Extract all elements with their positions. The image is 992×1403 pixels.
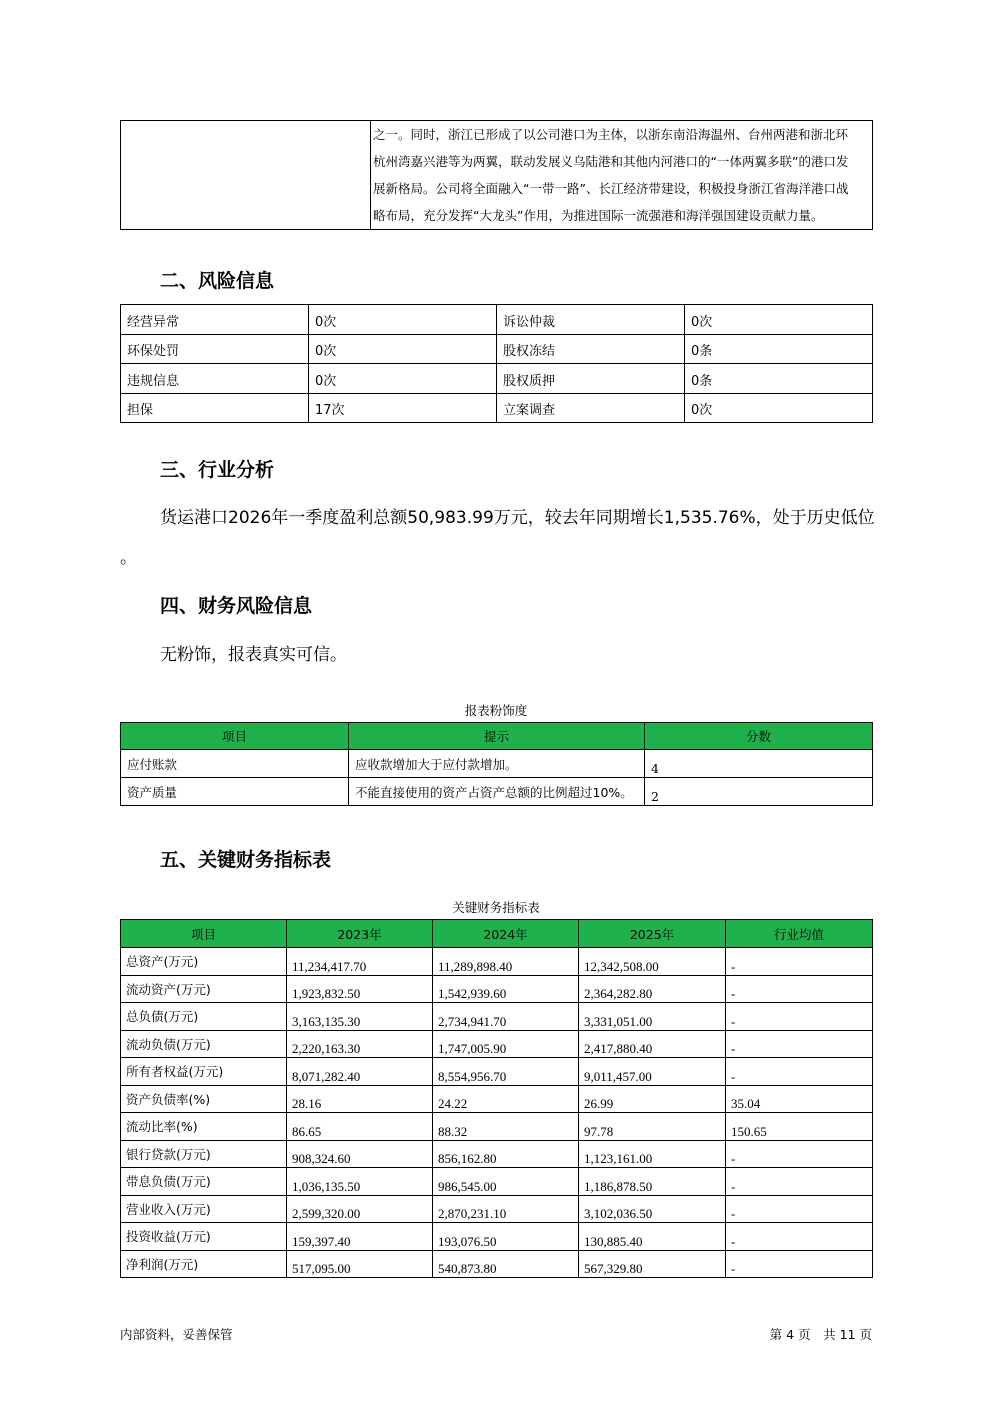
- table-row: [121, 1168, 873, 1196]
- table-cell: 总资产(万元): [121, 948, 287, 976]
- table-cell: 诉讼仲裁: [497, 305, 685, 335]
- table-row: [121, 305, 873, 335]
- table-cell: 营业收入(万元): [121, 1195, 287, 1223]
- table-cell: 88.32: [433, 1113, 579, 1141]
- table-cell: 12,342,508.00: [579, 948, 726, 976]
- industry-analysis-text: 货运港口2026年一季度盈利总额50,983.99万元，较去年同期增长1,535.76%，处于历史低位: [160, 508, 875, 528]
- section-title-industry: 三、行业分析: [160, 459, 275, 481]
- table-cell: -: [726, 1195, 873, 1223]
- table-cell: 0次: [685, 305, 873, 335]
- table-cell: 股权质押: [497, 364, 685, 394]
- table-cell: 97.78: [579, 1113, 726, 1141]
- intro-label-cell: [121, 121, 371, 230]
- page-label-mid: 页 共: [798, 1327, 836, 1342]
- intro-line: 略布局，充分发挥“大龙头”作用，为推进国际一流强港和海洋强国建设贡献力量。: [373, 208, 824, 223]
- table-cell: 856,162.80: [433, 1140, 579, 1168]
- table-cell: -: [726, 1140, 873, 1168]
- table-cell: 2,870,231.10: [433, 1195, 579, 1223]
- page-total: 11: [839, 1327, 856, 1342]
- intro-line: 杭州湾嘉兴港等为两翼，联动发展义乌陆港和其他内河港口的“一体两翼多联”的港口发: [373, 154, 849, 169]
- table-cell: -: [726, 1003, 873, 1031]
- table-cell: 流动比率(%): [121, 1113, 287, 1141]
- section-title-kpi: 五、关键财务指标表: [160, 849, 332, 871]
- footer-confidential-note: 内部资料，妥善保管: [120, 1327, 233, 1342]
- intro-line: 展新格局。公司将全面融入“一带一路”、长江经济带建设，积极投身浙江省海洋港口战: [373, 181, 849, 196]
- column-header: 分数: [645, 723, 873, 750]
- table-cell: 经营异常: [121, 305, 309, 335]
- table-row: [121, 1250, 873, 1278]
- column-header: 2023年: [287, 920, 433, 948]
- table-cell: 517,095.00: [287, 1250, 433, 1278]
- table-row: [121, 393, 873, 423]
- table-row: [121, 1003, 873, 1031]
- intro-line: 之一。同时，浙江已形成了以公司港口为主体，以浙东南沿海温州、台州两港和浙北环: [373, 127, 849, 142]
- table-row: [121, 1140, 873, 1168]
- table-cell: 2,734,941.70: [433, 1003, 579, 1031]
- table-cell: 1,747,005.90: [433, 1030, 579, 1058]
- column-header: 项目: [121, 723, 349, 750]
- table-cell: 86.65: [287, 1113, 433, 1141]
- company-intro-table: [120, 120, 873, 230]
- table-cell: 2,599,320.00: [287, 1195, 433, 1223]
- table-cell: 违规信息: [121, 364, 309, 394]
- table-row: [121, 778, 873, 806]
- table-cell: -: [726, 975, 873, 1003]
- whitewash-table: [120, 722, 873, 806]
- table-cell: 17次: [309, 393, 497, 423]
- table-cell: 0次: [309, 334, 497, 364]
- table-cell: -: [726, 1058, 873, 1086]
- table-cell: 流动资产(万元): [121, 975, 287, 1003]
- table-cell: -: [726, 1250, 873, 1278]
- table-cell: 986,545.00: [433, 1168, 579, 1196]
- table-cell: 3,163,135.30: [287, 1003, 433, 1031]
- table-cell: 环保处罚: [121, 334, 309, 364]
- column-header: 2025年: [579, 920, 726, 948]
- table-cell: 0次: [309, 305, 497, 335]
- table-cell: 3,331,051.00: [579, 1003, 726, 1031]
- table-cell: 1,036,135.50: [287, 1168, 433, 1196]
- table-row: [121, 1058, 873, 1086]
- table-cell: 567,329.80: [579, 1250, 726, 1278]
- table-cell: 1,542,939.60: [433, 975, 579, 1003]
- page-label-suffix: 页: [859, 1327, 872, 1342]
- table-cell: 24.22: [433, 1085, 579, 1113]
- table-cell: 带息负债(万元): [121, 1168, 287, 1196]
- table-cell: 11,234,417.70: [287, 948, 433, 976]
- section-title-financial-risk: 四、财务风险信息: [160, 595, 313, 617]
- table-cell: 流动负债(万元): [121, 1030, 287, 1058]
- table-cell: 0次: [309, 364, 497, 394]
- table-cell: 159,397.40: [287, 1223, 433, 1251]
- table-row: [121, 948, 873, 976]
- table-row: [121, 750, 873, 778]
- table-cell: 8,071,282.40: [287, 1058, 433, 1086]
- table-cell: 银行贷款(万元): [121, 1140, 287, 1168]
- table-cell: 不能直接使用的资产占资产总额的比例超过10%。: [349, 778, 645, 806]
- table-cell: 130,885.40: [579, 1223, 726, 1251]
- table-cell: 28.16: [287, 1085, 433, 1113]
- page-label-prefix: 第: [769, 1327, 783, 1342]
- table-row: [121, 975, 873, 1003]
- table-cell: 投资收益(万元): [121, 1223, 287, 1251]
- table-cell: 股权冻结: [497, 334, 685, 364]
- table-row: [121, 1085, 873, 1113]
- table-cell: 540,873.80: [433, 1250, 579, 1278]
- table-caption-kpi: 关键财务指标表: [452, 900, 540, 915]
- table-row: [121, 1223, 873, 1251]
- column-header: 提示: [349, 723, 645, 750]
- table-cell: 立案调查: [497, 393, 685, 423]
- table-cell: 总负债(万元): [121, 1003, 287, 1031]
- section-title-risk: 二、风险信息: [160, 270, 275, 292]
- table-cell: 35.04: [726, 1085, 873, 1113]
- table-cell: 1,186,878.50: [579, 1168, 726, 1196]
- table-row: [121, 334, 873, 364]
- column-header: 2024年: [433, 920, 579, 948]
- table-cell: 193,076.50: [433, 1223, 579, 1251]
- industry-analysis-text-cont: 。: [120, 548, 137, 568]
- table-cell: 资产负债率(%): [121, 1085, 287, 1113]
- risk-info-table: [120, 304, 873, 423]
- table-cell: 所有者权益(万元): [121, 1058, 287, 1086]
- table-caption-whitewash: 报表粉饰度: [464, 703, 528, 718]
- table-cell: 150.65: [726, 1113, 873, 1141]
- table-cell: 0条: [685, 334, 873, 364]
- table-cell: 应付账款: [121, 750, 349, 778]
- table-cell: -: [726, 1223, 873, 1251]
- table-cell: 26.99: [579, 1085, 726, 1113]
- page-number: [770, 1325, 872, 1343]
- table-cell: 2,417,880.40: [579, 1030, 726, 1058]
- table-cell: 2: [645, 778, 873, 806]
- table-cell: 908,324.60: [287, 1140, 433, 1168]
- table-row: [121, 1195, 873, 1223]
- financial-risk-text: 无粉饰，报表真实可信。: [160, 645, 347, 665]
- table-cell: 2,364,282.80: [579, 975, 726, 1003]
- column-header: 行业均值: [726, 920, 873, 948]
- table-cell: -: [726, 1030, 873, 1058]
- table-cell: 1,923,832.50: [287, 975, 433, 1003]
- table-row: [121, 1113, 873, 1141]
- page-current: 4: [786, 1327, 795, 1342]
- table-cell: 2,220,163.30: [287, 1030, 433, 1058]
- table-cell: 资产质量: [121, 778, 349, 806]
- table-cell: 净利润(万元): [121, 1250, 287, 1278]
- table-cell: 4: [645, 750, 873, 778]
- table-cell: -: [726, 948, 873, 976]
- table-cell: 8,554,956.70: [433, 1058, 579, 1086]
- table-row: [121, 364, 873, 394]
- key-financial-indicators-table: [120, 919, 873, 1278]
- table-cell: 担保: [121, 393, 309, 423]
- table-cell: 9,011,457.00: [579, 1058, 726, 1086]
- column-header: 项目: [121, 920, 287, 948]
- table-cell: 1,123,161.00: [579, 1140, 726, 1168]
- table-cell: 11,289,898.40: [433, 948, 579, 976]
- table-cell: -: [726, 1168, 873, 1196]
- table-row: [121, 1030, 873, 1058]
- table-cell: 应收款增加大于应付款增加。: [349, 750, 645, 778]
- intro-text-cell: [371, 121, 873, 230]
- table-cell: 3,102,036.50: [579, 1195, 726, 1223]
- table-cell: 0次: [685, 393, 873, 423]
- table-cell: 0条: [685, 364, 873, 394]
